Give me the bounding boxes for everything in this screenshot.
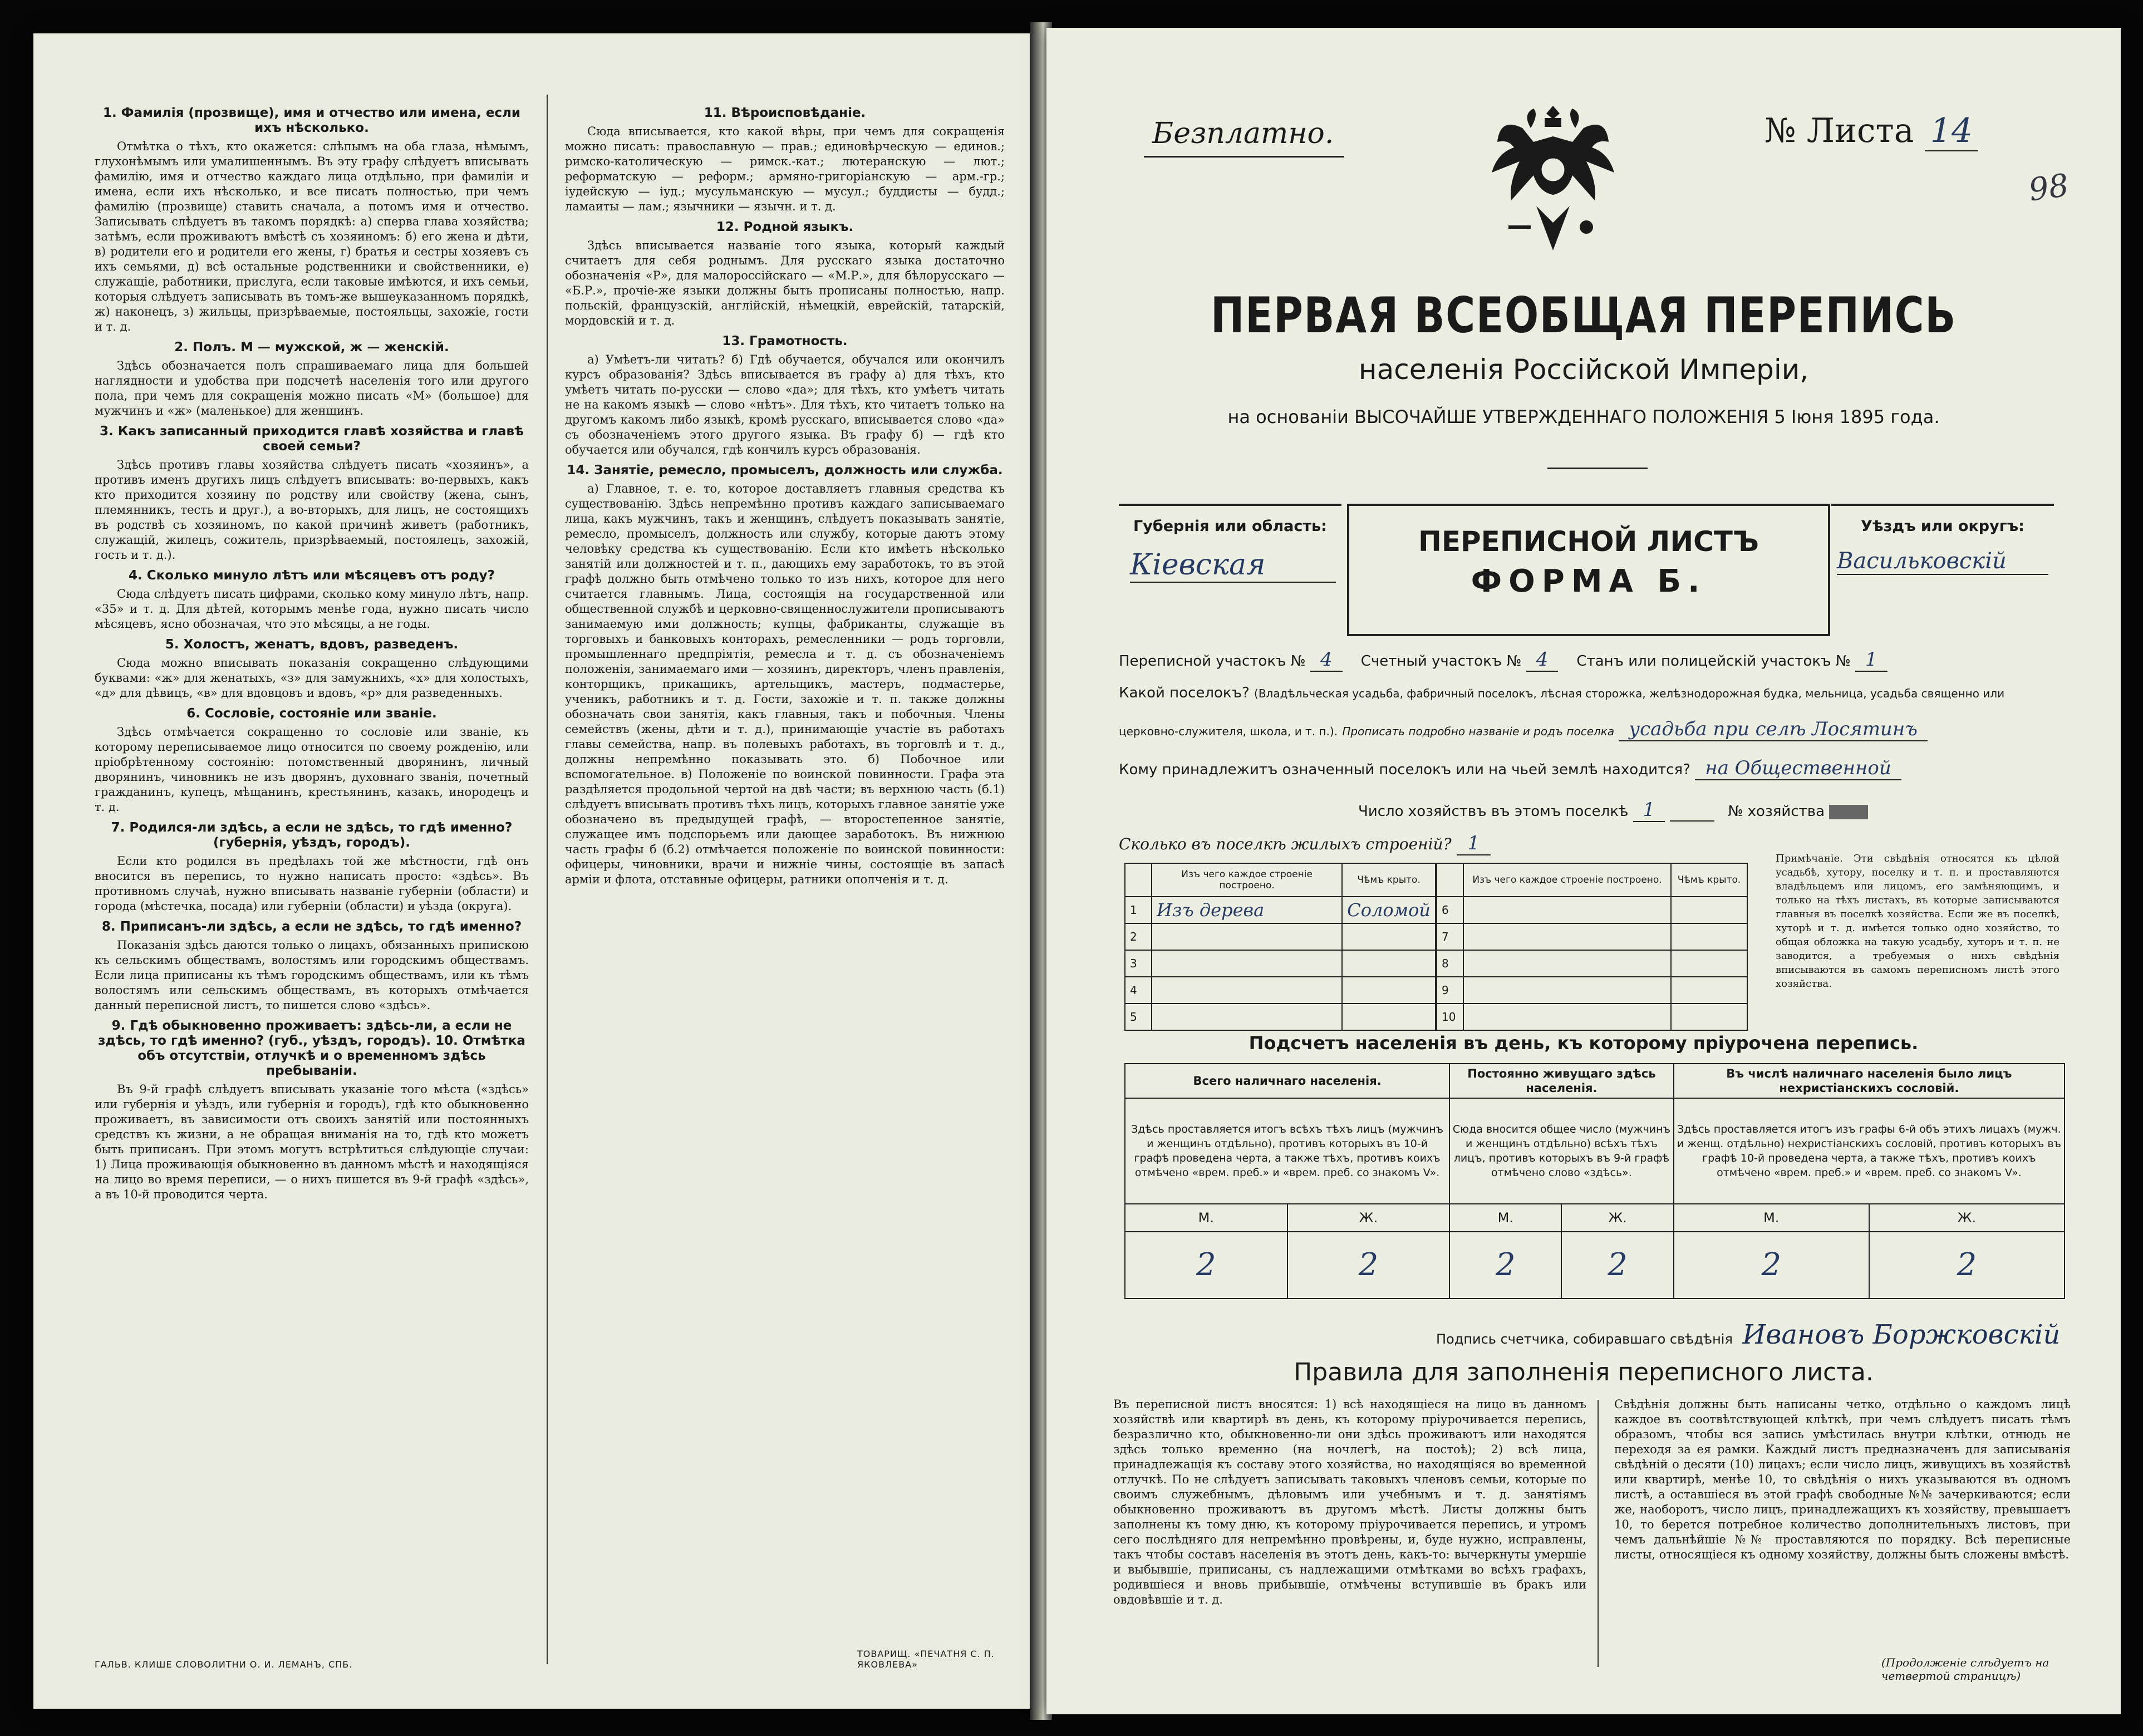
buildings-table-left — [1124, 863, 1436, 1031]
section-title: 12. Родной языкъ. — [716, 220, 854, 234]
material-cell — [1463, 897, 1671, 923]
section-text: Здѣсь обозначается полъ спрашиваемаго лица для большей наглядности и удобства при подсчетѣ населенія того или другого пола, при чемъ для сокращенія можно писать «М» (большое) для мужчинъ и «ж» (маленькое) для женщинъ. — [95, 359, 529, 417]
section-title: 1. Фамилія (прозвище), имя и отчество или имена, если ихъ нѣсколько. — [102, 106, 521, 135]
table-row — [1437, 923, 1747, 950]
section-text: Показанія здѣсь даются только о лицахъ, обязанныхъ припискою къ сельскимъ обществамъ, волостямъ или городскимъ обществамъ. Если лица приписаны къ тѣмъ городскимъ обществамъ, или къ тѣмъ волостямъ или сельскимъ обществамъ, въ которыхъ отмѣчается данный переписной листъ, то пишется слово «здѣсь». — [95, 938, 529, 1012]
instruction-section — [95, 706, 529, 815]
row-number: 7 — [1437, 923, 1463, 950]
section-text: Здѣсь противъ главы хозяйства слѣдуетъ писать «хозяинъ», а противъ именъ другихъ лицъ слѣдуетъ вписывать: во-первыхъ, какъ кто приходится хозяину по родству или свойству (жена, сынъ, племянникъ, тесть и друг.), а во-вторыхъ, для лицъ, не состоящихъ въ родствѣ съ хозяиномъ, по какой причинѣ живетъ (работникъ, служащій, жилецъ, сожитель, призрѣваемый, постоялецъ, захожій, гость и т. д.). — [95, 458, 529, 562]
resident-female-total: 2 — [1561, 1232, 1673, 1299]
table-row — [1437, 897, 1747, 923]
left-column-2 — [565, 100, 1005, 889]
population-description: Здѣсь проставляется итогъ всѣхъ тѣхъ лицъ (мужчинъ и женщинъ отдѣльно), противъ которыхъ въ 10-й графѣ проведена черта, а также тѣхъ, противъ коихъ отмѣчено «врем. преб.» и «врем. преб. со знакомъ V». — [1125, 1098, 1449, 1204]
material-cell — [1152, 977, 1342, 1004]
section-text: Сюда вписывается, кто какой вѣры, при чемъ для сокращенія можно писать: православную — прав.; единовѣрческую — единов.; римско-католическую — римск.-кат.; лютеранскую — лют.; реформатскую — реформ.; армяно-григоріанскую — арм.-гр.; іудейскую — іуд.; мусульманскую — мусул.; буддисты — будд.; ламаиты — лам.; язычники — язычн. и т. д. — [565, 125, 1005, 213]
signature-row — [1436, 1319, 2060, 1350]
owner-value: на Общественной — [1695, 757, 1901, 780]
instruction-section — [565, 106, 1005, 214]
roof-cell — [1342, 1004, 1436, 1030]
form-title-box — [1347, 504, 1830, 636]
owner-label: Кому принадлежитъ означенный поселокъ или на чьей землѣ находится? — [1119, 761, 1690, 778]
left-column-1 — [95, 100, 529, 1204]
section-text: Здѣсь отмѣчается сокращенно то сословіе или званіе, къ которому переписываемое лицо относится по своему рожденію, или пріобрѣтенному состоянію: потомственный дворянинъ, личный дворянинъ, чиновникъ не изъ дворянъ, духовнаго званія, почетный гражданинъ, купецъ, мѣщанинъ, крестьянинъ, казакъ, инородецъ и т. д. — [95, 725, 529, 814]
right-page — [1046, 28, 2121, 1714]
sheet-number-value: 14 — [1925, 111, 1978, 151]
divider — [1831, 504, 2054, 506]
table-row — [1125, 1004, 1436, 1030]
material-cell — [1152, 950, 1342, 977]
continued-note: (Продолженіе слѣдуетъ на четвертой страницѣ) — [1881, 1656, 2049, 1683]
district-row — [1119, 648, 1888, 671]
instruction-section — [95, 637, 529, 701]
table-header — [1437, 863, 1463, 897]
instruction-section — [95, 568, 529, 632]
page-subtitle-legal: на основаніи ВЫСОЧАЙШЕ УТВЕРЖДЕННАГО ПОЛОЖЕНІЯ 5 Іюня 1895 года. — [1227, 406, 1940, 427]
free-label-underline — [1144, 156, 1344, 158]
instruction-section — [95, 106, 529, 335]
buildings-note: Примѣчаніе. Эти свѣдѣнія относятся къ цѣлой усадьбѣ, хутору, поселку и т. п. и проставляются владѣльцемъ или лицомъ, его замѣняющимъ, и только на тѣхъ листахъ, въ которые записываются главныя въ поселкѣ хозяйства. Если же въ поселкѣ, хуторѣ и т. д. имѣется только одно хозяйство, то общая обложка на такую усадьбу, хуторъ и т. п. не заводится, а требуемыя о нихъ свѣдѣнія вписываются въ самомъ переписномъ листѣ этого хозяйства. — [1776, 853, 2060, 990]
material-cell — [1463, 923, 1671, 950]
section-text: Сюда слѣдуетъ писать цифрами, сколько кому минуло лѣтъ, напр. «35» и т. д. Для дѣтей, которымъ менѣе года, нужно писать число мѣсяцевъ, ясно обозначая, что это мѣсяцы, а не годы. — [95, 587, 529, 631]
instruction-section — [565, 334, 1005, 458]
population-title: Подсчетъ населенія въ день, къ которому пріурочена перепись. — [1249, 1032, 1919, 1054]
settlement-hint-2: церковно-служителя, школа, и т. п.). — [1119, 725, 1338, 738]
page-subtitle: населенія Россійской Имперіи, — [1358, 353, 1809, 386]
form-title: ПЕРЕПИСНОЙ ЛИСТЪ — [1418, 525, 1759, 558]
population-header: Всего наличнаго населенія. — [1125, 1064, 1449, 1098]
rules-title: Правила для заполненія переписного листа. — [1294, 1358, 1874, 1386]
section-title: 3. Какъ записанный приходится главѣ хозяйства и главѣ своей семьи? — [99, 424, 524, 454]
section-title: 5. Холостъ, женатъ, вдовъ, разведенъ. — [165, 637, 459, 652]
household-number-label: № хозяйства — [1728, 803, 1825, 820]
section-title: 13. Грамотность. — [722, 334, 848, 348]
section-title: 11. Вѣроисповѣданіе. — [704, 106, 866, 120]
uezd-value: Васильковскій — [1837, 548, 2048, 575]
table-header — [1125, 863, 1152, 897]
section-text: Въ 9-й графѣ слѣдуетъ вписывать указаніе того мѣста («здѣсь» или губернія и уѣздъ, или губернія и городъ), гдѣ кто обыкновенно проживаетъ, въ зависимости отъ своихъ занятій или постоянныхъ средствъ къ жизни, а не обращая вниманія на то, гдѣ кто можетъ быть приписанъ. При этомъ могутъ встрѣтиться слѣдующіе случаи: 1) Лица проживающія обыкновенно въ данномъ мѣстѣ и находящіяся на лицо во время переписи, — о нихъ пишется въ 9-й графѣ «здѣсь», а въ 10-й проводится черта. — [95, 1083, 529, 1201]
table-header: Изъ чего каждое строеніе построено. — [1152, 863, 1342, 897]
section-text: Отмѣтка о тѣхъ, кто окажется: слѣпымъ на оба глаза, нѣмымъ, глухонѣмымъ или умалишеннымъ. Въ эту графу слѣдуетъ вписывать фамилію, имя и отчество каждаго лица отдѣльно, при фамиліи и имена, если ихъ нѣсколько, и все писать полностью, при чемъ фамилію (прозвище) ставить сначала, а потомъ имя и отчество. Записывать слѣдуетъ въ такомъ порядкѣ: а) сперва глава хозяйства; затѣмъ, если проживаютъ вмѣстѣ съ хозяиномъ: б) его жена и дѣти, в) родители его и родители его жены, г) братья и сестры хозяевъ съ ихъ семьями, д) всѣ остальные родственники и свойственники, е) служащіе, работники, прислуга, если таковые имѣются, и ихъ семьи, которыя слѣдуетъ записывать въ томъ-же вышеуказанномъ порядкѣ, ж) наконецъ, з) жильцы, призрѣваемые, постояльцы, захожіе, гости и т. д. — [95, 140, 529, 333]
table-header: Чѣмъ крыто. — [1671, 863, 1747, 897]
section-text: Сюда можно вписывать показанія сокращенно слѣдующими буквами: «ж» для женатыхъ, «з» для замужнихъ, «х» для холостыхъ, «д» для дѣвицъ, «в» для вдовцовъ и вдовъ, «р» для разведенныхъ. — [95, 656, 529, 700]
section-text: Здѣсь вписывается названіе того языка, который каждый считаетъ для себя роднымъ. Для русскаго языка достаточно обозначенія «Р», для малороссійскаго — «М.Р.», для бѣлорусскаго — «Б.Р.», прочіе-же языки должны быть прописаны полностью, напр. польскій, французскій, англійскій, нѣмецкій, еврейскій, татарскій, мордовскій и т. д. — [565, 239, 1005, 327]
section-text: а) Умѣетъ-ли читать? б) Гдѣ обучается, обучался или окончилъ курсъ образованія? Здѣсь вписывается въ графу а) для тѣхъ, кто умѣетъ читать по-русски — слово «да»; для тѣхъ, кто умѣетъ читать не на какомъ языкѣ — слово «нѣтъ». Для тѣхъ, кто читаетъ только на другомъ какомъ либо языкѣ, кромѣ русскаго, вписывается слово «да» съ обозначеніемъ этого другого языка. Въ графу б) — гдѣ кто обучается или обучался, гдѣ кончилъ курсъ образованія. — [565, 353, 1005, 456]
roof-cell — [1671, 897, 1747, 923]
row-number: 6 — [1437, 897, 1463, 923]
rules-column-2: Свѣдѣнія должны быть написаны четко, отдѣльно о каждомъ лицѣ каждое въ соотвѣтствующей клѣткѣ, при чемъ слѣдуетъ писать тѣмъ образомъ, чтобы вся запись умѣстилась внутри клѣтки, отнюдь не переходя за ея рамки. Каждый листъ предназначенъ для записыванія свѣдѣній о десяти (10) лицахъ; если число лицъ, живущихъ въ хозяйствѣ или квартирѣ, менѣе 10, то свѣдѣнія о нихъ указываются въ одномъ листѣ, а оставшіеся въ этой графѣ свободные №№ зачеркиваются; если же, наоборотъ, число лицъ, принадлежащихъ къ хозяйству, превышаетъ 10, то берется потребное количество дополнительныхъ листовъ, при чемъ дальнѣйшіе №№ проставляются по порядку. Всѣ переписные листы, относящіеся къ одному хозяйству, должны быть сложены вмѣстѣ. — [1614, 1398, 2071, 1561]
roof-cell — [1671, 977, 1747, 1004]
instruction-section — [565, 220, 1005, 328]
double-headed-eagle-icon — [1469, 95, 1636, 267]
rules-column-1: Въ переписной листъ вносятся: 1) всѣ находящіеся на лицо въ данномъ хозяйствѣ или квартирѣ въ день, къ которому пріурочивается перепись, безразлично кто, обыкновенно-ли они здѣсь проживаютъ или находятся здѣсь только временно (на ночлегѣ, на постоѣ); 2) всѣ лица, принадлежащія къ составу этого хозяйства, но находящіяся во временной отлучкѣ. По не слѣдуетъ записывать таковыхъ членовъ семьи, которые по своимъ служебнымъ, дѣловымъ или учебнымъ и т. д. занятіямъ обыкновенно проживаютъ въ другомъ мѣстѣ. Листы должны быть заполнены къ тому дню, къ которому пріурочивается перепись, и утромъ сего послѣдняго для непремѣнно провѣрены, и, буде нужно, исправлены, такъ чтобы составъ населенія въ этотъ день, какъ-то: вычеркнуты умершіе и выбывшіе, приписаны, съ надлежащими отмѣтками во всѣхъ графахъ, родившіеся и вновь прибывшіе, отмѣчены вступившіе въ бракъ или овдовѣвшіе и т. д. — [1113, 1398, 1586, 1606]
households-row — [1358, 799, 1868, 822]
material-cell — [1463, 1004, 1671, 1030]
section-title: 4. Сколько минуло лѣтъ или мѣсяцевъ отъ роду? — [129, 568, 495, 583]
population-female-total: 2 — [1287, 1232, 1450, 1299]
material-cell — [1463, 950, 1671, 977]
male-label: М. — [1125, 1204, 1287, 1232]
settlement-row-2 — [1119, 718, 1928, 740]
owner-row — [1119, 757, 1901, 779]
roof-cell: Соломой — [1342, 897, 1436, 923]
gubernia-value: Кіевская — [1130, 548, 1336, 583]
row-number: 8 — [1437, 950, 1463, 977]
instruction-section — [95, 820, 529, 914]
material-cell — [1463, 977, 1671, 1004]
material-cell — [1152, 1004, 1342, 1030]
instruction-section — [565, 463, 1005, 887]
table-row — [1437, 950, 1747, 977]
instruction-section — [95, 424, 529, 563]
row-number: 9 — [1437, 977, 1463, 1004]
buildings-table-right — [1436, 863, 1748, 1031]
settlement-instruction: Прописать подробно названіе и родъ поселка — [1342, 725, 1615, 738]
buildings-value: 1 — [1457, 832, 1491, 855]
households-value: 1 — [1633, 799, 1665, 822]
roof-cell — [1342, 977, 1436, 1004]
count-label: Счетный участокъ № — [1360, 653, 1522, 670]
section-title: 14. Занятіе, ремесло, промыселъ, должность или служба. — [567, 463, 1003, 478]
population-header: Въ числѣ наличнаго населенія было лицъ нехристіанскихъ сословій. — [1674, 1064, 2065, 1098]
divider — [1119, 504, 1341, 506]
table-row — [1125, 977, 1436, 1004]
instruction-section — [95, 919, 529, 1013]
buildings-row — [1119, 832, 1491, 854]
section-title: 6. Сословіе, состояніе или званіе. — [186, 706, 437, 721]
row-number: 4 — [1125, 977, 1152, 1004]
row-number: 1 — [1125, 897, 1152, 923]
district-label: Переписной участокъ № — [1119, 653, 1306, 670]
stan-value: 1 — [1855, 648, 1888, 672]
page-title: ПЕРВАЯ ВСЕОБЩАЯ ПЕРЕПИСЬ — [1211, 287, 1957, 344]
buildings-label: Сколько въ поселкѣ жилыхъ строеній? — [1119, 835, 1452, 853]
blank-line — [1670, 820, 1714, 822]
section-text: Если кто родился въ предѣлахъ той же мѣстности, гдѣ онъ вносится въ перепись, то нужно написать просто: «здѣсь». Въ противномъ случаѣ, нужно вписывать названіе губерніи (области) и города (мѣстечка, посада) или губерніи (области) и уѣзда (округа). — [95, 854, 529, 913]
column-divider — [1598, 1400, 1599, 1667]
printer-imprint-left: ГАЛЬВ. КЛИШЕ СЛОВОЛИТНИ О. И. ЛЕМАНЪ, СПБ. — [95, 1659, 353, 1670]
households-label: Число хозяйствъ въ этомъ поселкѣ — [1358, 803, 1629, 820]
table-row — [1437, 977, 1747, 1004]
resident-male-total: 2 — [1449, 1232, 1561, 1299]
signature-value: Ивановъ Боржковскій — [1742, 1319, 2061, 1350]
table-header: Изъ чего каждое строеніе построено. — [1463, 863, 1671, 897]
uezd-label: Уѣздъ или округъ: — [1861, 518, 2024, 535]
instruction-section — [95, 1019, 529, 1202]
section-title: 9. Гдѣ обыкновенно проживаетъ: здѣсь-ли, а если не здѣсь, то гдѣ именно? (губ., уѣздъ, городъ). 10. Отмѣтка объ отсутствіи, отлучкѣ и о временномъ здѣсь пребываніи. — [98, 1019, 525, 1078]
archive-page-number: 98 — [2026, 167, 2071, 209]
roof-cell — [1671, 923, 1747, 950]
population-description: Здѣсь проставляется итогъ изъ графы 6-й объ этихъ лицахъ (мужч. и женщ. отдѣльно) нехристіанскихъ сословій, противъ которыхъ въ графѣ 10-й проведена черта, а также тѣхъ, противъ коихъ отмѣчено «врем. преб.» и «врем. преб. со знакомъ V». — [1674, 1098, 2065, 1204]
row-number: 5 — [1125, 1004, 1152, 1030]
table-row — [1125, 897, 1436, 923]
settlement-row — [1119, 685, 2004, 701]
table-row — [1437, 1004, 1747, 1030]
settlement-value: усадьба при селѣ Лосятинъ — [1619, 718, 1928, 741]
sheet-number-label: № Листа — [1764, 111, 1914, 150]
instruction-section — [95, 340, 529, 419]
section-title: 2. Полъ. М — мужской, ж — женскій. — [174, 340, 449, 355]
female-label: Ж. — [1287, 1204, 1450, 1232]
row-number: 2 — [1125, 923, 1152, 950]
divider — [1547, 468, 1648, 469]
section-title: 8. Приписанъ-ли здѣсь, а если не здѣсь, то гдѣ именно? — [101, 919, 522, 934]
form-subtitle: ФОРМА Б. — [1471, 563, 1707, 599]
nonchristian-male-total: 2 — [1674, 1232, 1869, 1299]
female-label: Ж. — [1869, 1204, 2065, 1232]
roof-cell — [1342, 950, 1436, 977]
table-header: Чѣмъ крыто. — [1342, 863, 1436, 897]
material-cell — [1152, 923, 1342, 950]
roof-cell — [1671, 950, 1747, 977]
male-label: М. — [1674, 1204, 1869, 1232]
population-description: Сюда вносится общее число (мужчинъ и женщинъ отдѣльно) всѣхъ тѣхъ лицъ, противъ которыхъ въ 9-й графѣ отмѣчено слово «здѣсь». — [1449, 1098, 1674, 1204]
count-value: 4 — [1526, 648, 1559, 672]
row-number: 10 — [1437, 1004, 1463, 1030]
column-divider — [547, 95, 548, 1664]
settlement-label: Какой поселокъ? — [1119, 685, 1250, 701]
roof-cell — [1342, 923, 1436, 950]
population-header: Постоянно живущаго здѣсь населенія. — [1449, 1064, 1674, 1098]
male-label: М. — [1449, 1204, 1561, 1232]
redacted-mark — [1829, 805, 1868, 819]
female-label: Ж. — [1561, 1204, 1673, 1232]
printer-imprint-right: ТОВАРИЩ. «ПЕЧАТНЯ С. П. ЯКОВЛЕВА» — [857, 1649, 995, 1670]
nonchristian-female-total: 2 — [1869, 1232, 2065, 1299]
stan-label: Станъ или полицейскій участокъ № — [1576, 653, 1851, 670]
gubernia-label: Губернія или область: — [1133, 518, 1327, 535]
material-cell: Изъ дерева — [1152, 897, 1342, 923]
sheet-number — [1764, 111, 1978, 150]
table-row — [1125, 950, 1436, 977]
district-value: 4 — [1310, 648, 1343, 672]
population-table — [1124, 1063, 2065, 1299]
table-row — [1125, 923, 1436, 950]
row-number: 3 — [1125, 950, 1152, 977]
settlement-hint: (Владѣльческая усадьба, фабричный поселокъ, лѣсная сторожка, желѣзнодорожная будка, мельница, усадьба священно или — [1254, 687, 2005, 700]
free-label: Безплатно. — [1152, 117, 1334, 150]
section-title: 7. Родился-ли здѣсь, а если не здѣсь, то гдѣ именно? (губернія, уѣздъ, городъ). — [111, 820, 513, 850]
roof-cell — [1671, 1004, 1747, 1030]
population-male-total: 2 — [1125, 1232, 1287, 1299]
signature-label: Подпись счетчика, собиравшаго свѣдѣнія — [1436, 1331, 1733, 1347]
left-page — [33, 33, 1035, 1709]
section-text: а) Главное, т. е. то, которое доставляетъ главныя средства къ существованію. Здѣсь непремѣнно противъ каждаго записываемаго лица, какъ мужчинъ, такъ и женщинъ, слѣдуетъ показывать занятіе, ремесло, промыселъ, должность или службу, которые даютъ этому человѣку средства къ существованію. Если кто имѣетъ нѣсколько занятій или должностей и т. п., дающихъ ему заработокъ, то въ этой графѣ должно быть отмѣчено только то изъ нихъ, которое для него считается главнымъ. Лица, состоящія на государственной или общественной службѣ и церковно-священнослужители прописываютъ занимаемую ими должность; купцы, фабриканты, служащіе въ торговыхъ и банковыхъ конторахъ, ремесленники — родъ торговли, промышленнаго предпріятія, ремесла и т. д. съ обозначеніемъ положенія, занимаемаго ими — хозяинъ, директоръ, членъ правленія, конторщикъ, прикащикъ, артельщикъ, мастеръ, подмастерье, ученикъ, работникъ и т. д. Гости, захожіе и т. п. также должны обозначать свои занятія, какъ главныя, такъ и побочныя. Члены семействъ (жены, дѣти и т. д.), принимающіе участіе въ работахъ главы семейства, напр. въ полевыхъ работахъ, въ торговлѣ и т. д., должны непремѣнно показывать это. б) Побочное или вспомогательное. в) Положеніе по воинской повинности. Графа эта раздѣляется продольной чертой на двѣ части; въ верхнюю часть (б.1) слѣдуетъ вписывать противъ тѣхъ лицъ, которыхъ главное занятіе уже обозначено въ предыдущей графѣ, — второстепенное занятіе, служащее имъ подспорьемъ или дающее заработокъ. Въ нижнюю часть графы б (б.2) отмѣчается положеніе по воинской повинности: офицеры, чиновники, врачи и нижніе чины, состоящіе въ запасѣ арміи и флота, отставные офицеры, ратники ополченія и т. д. — [565, 482, 1005, 886]
